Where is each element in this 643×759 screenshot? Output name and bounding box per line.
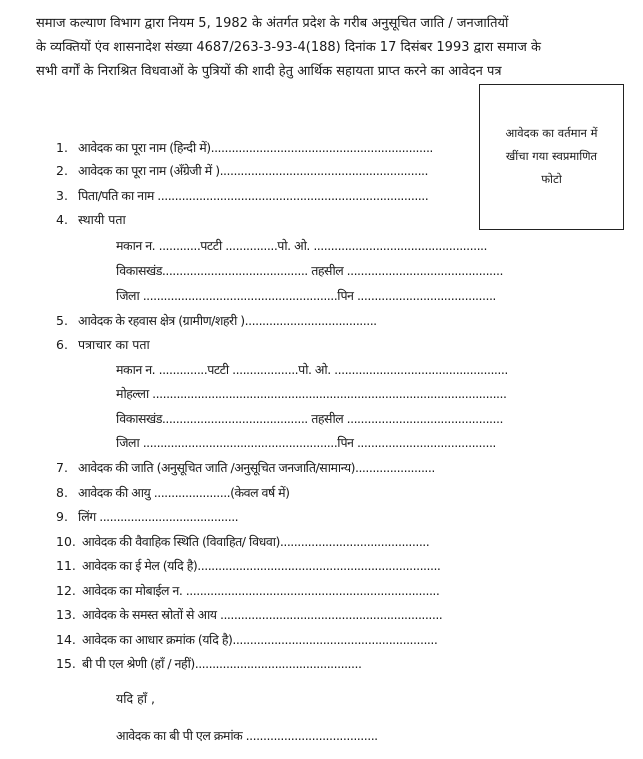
field-applicant-name-english[interactable] (56, 162, 428, 180)
field-label: आवेदक का आधार क्रमांक (यदि है)........................................................... (82, 632, 438, 647)
field-number: 2. (56, 163, 68, 178)
field-label: आवेदक की आयु ......................(केवल वर्ष में) (78, 485, 290, 500)
field-caste[interactable] (56, 459, 435, 477)
field-number: 9. (56, 509, 68, 524)
field-aadhaar-number[interactable] (56, 631, 437, 649)
field-number: 11. (56, 558, 76, 573)
photo-box-text (506, 122, 598, 191)
field-label: आवेदक की जाति (अनुसूचित जाति /अनुसूचित जनजाति/सामान्य)....................... (78, 460, 435, 475)
field-father-husband-name[interactable] (56, 187, 428, 205)
field-label: आवेदक के समस्त स्रोतों से आय ................................................................ (82, 607, 443, 622)
field-email[interactable] (56, 557, 440, 575)
field-label: बी पी एल श्रेणी (हॉं / नहीं)................................................ (82, 656, 362, 671)
field-correspondence-district-pin[interactable]: जिला ........................................................पिन ........................................ (116, 435, 496, 450)
field-label: आवेदक का पूरा नाम (अँग्रेजी में )............................................................ (78, 163, 428, 178)
field-bpl-number[interactable]: आवेदक का बी पी एल क्रमांक ...................................... (116, 728, 378, 743)
photo-box-line-3: फोटो (541, 171, 562, 186)
field-correspondence-locality[interactable]: मोहल्ला ...................................................................................................... (116, 386, 507, 401)
field-number: 1. (56, 140, 68, 155)
field-label: आवेदक की वैवाहिक स्थिति (विवाहित/ विधवा)........................................... (82, 534, 430, 549)
heading-line-2: के व्यक्तियों एंव शासनादेश संख्या 4687/263-3-93-4(188) दिनांक 17 दिसंबर 1993 द्वारा समाज के (36, 40, 541, 55)
field-correspondence-house-ward-po[interactable]: मकान न. ..............पटटी ...................पो. ओ. .................................................. (116, 362, 508, 377)
field-applicant-name-hindi[interactable] (56, 139, 433, 157)
field-correspondence-address-heading (56, 336, 150, 354)
field-label: आवेदक के रहवास क्षेत्र (ग्रामीण/शहरी )...................................... (78, 313, 377, 328)
field-number: 12. (56, 583, 76, 598)
photo-box-line-2: खींचा गया स्वप्रमाणित (505, 148, 598, 163)
field-label: लिंग ........................................ (78, 509, 239, 524)
field-number: 10. (56, 534, 76, 549)
photo-box[interactable] (479, 84, 624, 230)
field-correspondence-block-tehsil[interactable]: विकासखंड.......................................... तहसील ............................................. (116, 411, 503, 426)
field-label: आवेदक का मोबाईल न. ......................................................................... (82, 583, 440, 598)
field-number: 8. (56, 485, 68, 500)
field-number: 15. (56, 656, 76, 671)
field-permanent-address-heading (56, 211, 126, 229)
field-number: 7. (56, 460, 68, 475)
field-label: स्थायी पता (78, 212, 126, 227)
field-total-income[interactable] (56, 606, 442, 624)
field-gender[interactable] (56, 508, 238, 526)
field-mobile-number[interactable] (56, 582, 439, 600)
field-label: आवेदक का पूरा नाम (हिन्दी में)................................................................ (78, 140, 433, 155)
field-label: पिता/पति का नाम .............................................................................. (78, 188, 429, 203)
field-number: 14. (56, 632, 76, 647)
field-marital-status[interactable] (56, 533, 429, 551)
field-residence-area[interactable] (56, 312, 377, 330)
field-number: 3. (56, 188, 68, 203)
if-yes-label: यदि हॉं , (116, 691, 155, 706)
heading-line-1: समाज कल्याण विभाग द्वारा नियम 5, 1982 के अंतर्गत प्रदेश के गरीब अनुसूचित जाति / जनजातियों (36, 16, 509, 31)
field-age[interactable] (56, 484, 290, 502)
field-number: 6. (56, 337, 68, 352)
field-number: 4. (56, 212, 68, 227)
form-heading (36, 12, 608, 84)
field-bpl-category[interactable] (56, 655, 361, 673)
field-number: 5. (56, 313, 68, 328)
field-permanent-district-pin[interactable]: जिला ........................................................पिन ........................................ (116, 288, 496, 303)
photo-box-line-1: आवेदक का वर्तमान में (505, 125, 598, 140)
field-number: 13. (56, 607, 76, 622)
field-permanent-block-tehsil[interactable]: विकासखंड.......................................... तहसील ............................................. (116, 263, 503, 278)
heading-line-3: सभी वर्गों के निराश्रित विधवाओं के पुत्रियों की शादी हेतु आर्थिक सहायता प्राप्त करने का आवेदन पत्र (36, 64, 502, 79)
field-label: पत्राचार का पता (78, 337, 150, 352)
field-permanent-house-ward-po[interactable]: मकान न. ............पटटी ...............पो. ओ. .................................................. (116, 238, 487, 253)
field-label: आवेदक का ई मेल (यदि है)...................................................................... (82, 558, 441, 573)
